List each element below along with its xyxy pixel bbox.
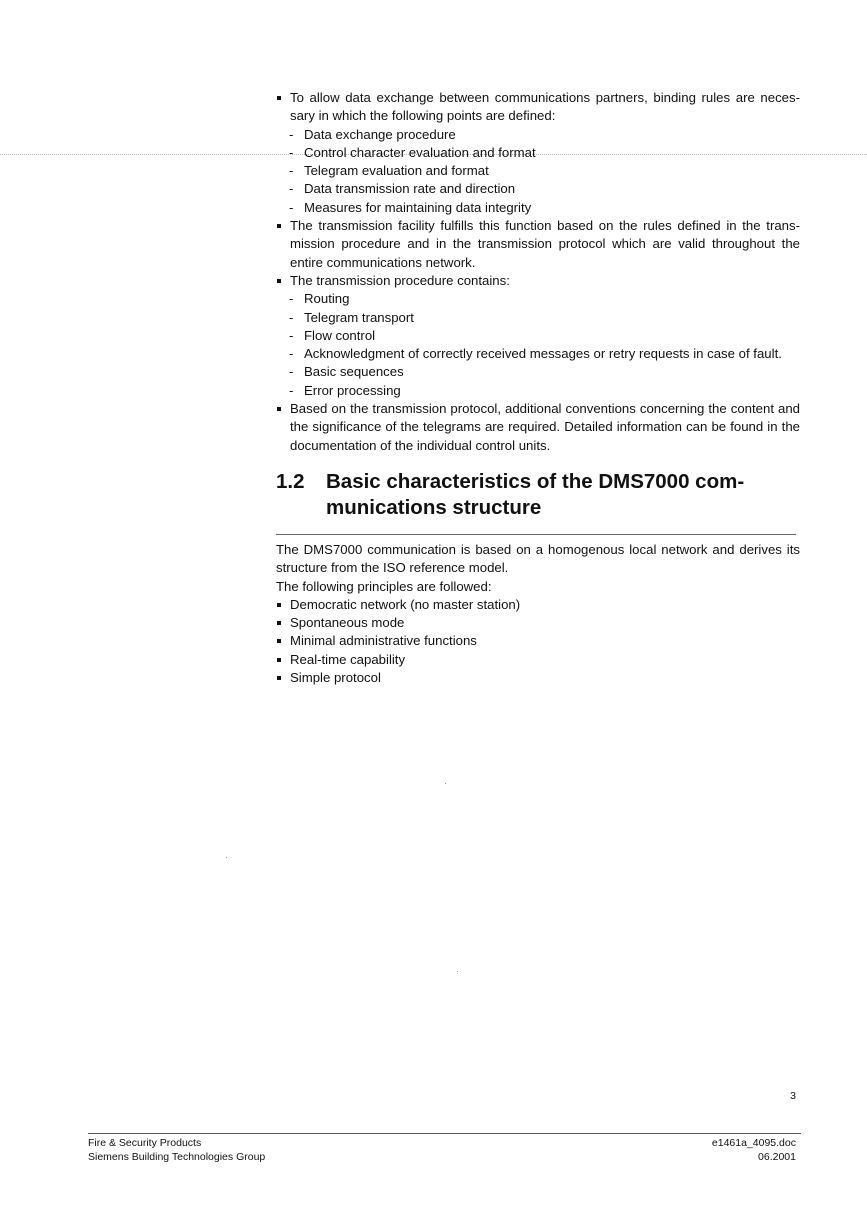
sub-item: - Data transmission rate and direction — [276, 180, 800, 198]
principle-item: Spontaneous mode — [276, 614, 800, 632]
footer-company-line1: Fire & Security Products — [88, 1137, 202, 1149]
page-number: 3 — [790, 1090, 796, 1102]
sub-item: - Telegram transport — [276, 309, 800, 327]
section-number: 1.2 — [276, 470, 305, 493]
footer-doc-name: e1461a_4095.doc — [711, 1137, 796, 1149]
sub-item: - Control character evaluation and format — [276, 144, 800, 162]
principle-item: Real-time capability — [276, 651, 800, 669]
footer-doc-date: 06.2001 — [758, 1150, 796, 1163]
footer-divider — [88, 1133, 801, 1134]
footer-company — [88, 1137, 265, 1164]
bullet-item — [276, 217, 800, 272]
heading-divider — [276, 534, 796, 535]
bullet-item — [276, 89, 800, 126]
sub-item: - Error processing — [276, 382, 800, 400]
bullet-item — [276, 272, 800, 290]
scan-speck — [457, 971, 458, 972]
bullet-text: To allow data exchange between communications partners, binding rules are neces-sary in which the following points are defined: — [290, 90, 800, 124]
principles-intro: The following principles are followed: — [276, 578, 492, 594]
scan-speck — [445, 783, 446, 784]
bullet-item — [276, 400, 800, 455]
sub-item: - Basic sequences — [276, 363, 800, 381]
scan-speck — [226, 857, 227, 858]
intro-bullet-list — [276, 89, 800, 455]
sub-item: - Routing — [276, 290, 800, 308]
principle-item: Simple protocol — [276, 669, 800, 687]
section-paragraph: The DMS7000 communication is based on a homogenous local network and derives its structure from the ISO reference model. — [276, 542, 800, 576]
footer-doc-info — [712, 1137, 796, 1164]
section-body — [276, 541, 800, 687]
section-title: Basic characteristics of the DMS7000 com-munications structure — [326, 470, 745, 519]
footer-company-line2: Siemens Building Technologies Group — [88, 1150, 266, 1163]
section-heading — [276, 469, 800, 521]
principle-item: Minimal administrative functions — [276, 632, 800, 650]
sub-item: - Flow control — [276, 327, 800, 345]
bullet-text: Based on the transmission protocol, additional conventions concerning the content and the significance of the telegrams are required. Detailed information can be found in the documentation of the individual control units. — [290, 401, 800, 453]
bullet-text: The transmission facility fulfills this function based on the rules defined in the trans-mission procedure and in the transmission protocol which are valid throughout the entire communications network. — [290, 218, 800, 270]
sub-item: - Measures for maintaining data integrity — [276, 199, 800, 217]
principle-item: Democratic network (no master station) — [276, 596, 800, 614]
bullet-text: The transmission procedure contains: — [290, 272, 510, 288]
sub-item: - Acknowledgment of correctly received messages or retry requests in case of fault. — [276, 345, 800, 363]
sub-item: - Telegram evaluation and format — [276, 162, 800, 180]
sub-item: - Data exchange procedure — [276, 126, 800, 144]
